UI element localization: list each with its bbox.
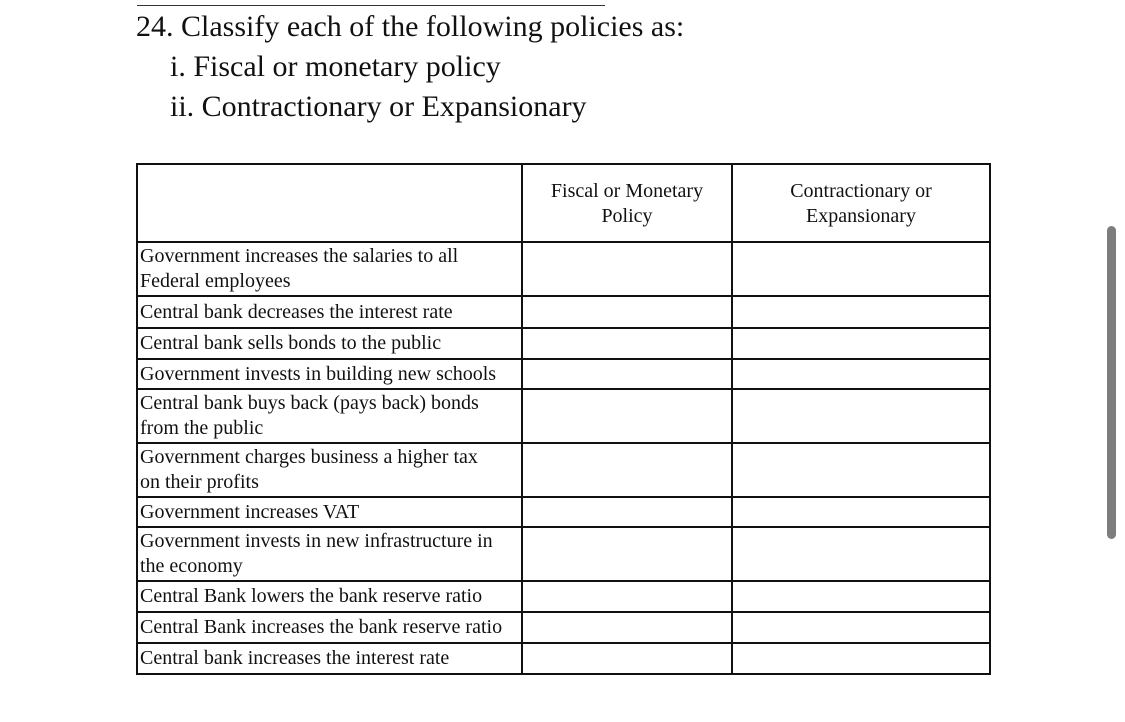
fiscal-or-monetary-answer[interactable] (522, 643, 732, 674)
contractionary-or-expansionary-answer[interactable] (732, 296, 990, 328)
table-row (137, 612, 990, 643)
table-header-row (137, 164, 990, 242)
fiscal-or-monetary-answer[interactable] (522, 296, 732, 328)
header-fiscal-or-monetary: Fiscal or Monetary Policy (522, 164, 732, 242)
policy-statement: Government increases VAT (137, 497, 522, 527)
fiscal-or-monetary-answer[interactable] (522, 359, 732, 389)
fiscal-or-monetary-answer[interactable] (522, 527, 732, 581)
question-option-i: i. Fiscal or monetary policy (170, 50, 501, 83)
contractionary-or-expansionary-answer[interactable] (732, 497, 990, 527)
policy-statement: Central bank increases the interest rate (137, 643, 522, 674)
vertical-scrollbar[interactable] (1107, 226, 1116, 539)
fiscal-or-monetary-answer[interactable] (522, 612, 732, 643)
contractionary-or-expansionary-answer[interactable] (732, 643, 990, 674)
policy-statement: Government invests in building new schools (137, 359, 522, 389)
table-row (137, 242, 990, 296)
top-divider (137, 5, 605, 6)
table-row (137, 359, 990, 389)
contractionary-or-expansionary-answer[interactable] (732, 581, 990, 612)
table-row (137, 643, 990, 674)
table-row (137, 581, 990, 612)
contractionary-or-expansionary-answer[interactable] (732, 443, 990, 497)
table-row (137, 527, 990, 581)
contractionary-or-expansionary-answer[interactable] (732, 527, 990, 581)
policy-statement: Central bank decreases the interest rate (137, 296, 522, 328)
contractionary-or-expansionary-answer[interactable] (732, 328, 990, 359)
fiscal-or-monetary-answer[interactable] (522, 443, 732, 497)
contractionary-or-expansionary-answer[interactable] (732, 612, 990, 643)
policy-statement: Central Bank increases the bank reserve ratio (137, 612, 522, 643)
policy-statement: Central bank buys back (pays back) bonds from the public (137, 389, 522, 443)
fiscal-or-monetary-answer[interactable] (522, 328, 732, 359)
contractionary-or-expansionary-answer[interactable] (732, 389, 990, 443)
policy-classification-table (136, 163, 991, 675)
table-row (137, 443, 990, 497)
question-option-ii: ii. Contractionary or Expansionary (170, 90, 587, 123)
table-row (137, 328, 990, 359)
policy-statement: Central Bank lowers the bank reserve ratio (137, 581, 522, 612)
question-block (136, 7, 684, 127)
table-row (137, 296, 990, 328)
question-prompt: 24. Classify each of the following policies as: (136, 10, 685, 43)
header-blank-cell (137, 164, 522, 242)
fiscal-or-monetary-answer[interactable] (522, 242, 732, 296)
fiscal-or-monetary-answer[interactable] (522, 581, 732, 612)
contractionary-or-expansionary-answer[interactable] (732, 359, 990, 389)
table-row (137, 497, 990, 527)
policy-statement: Government invests in new infrastructure in the economy (137, 527, 522, 581)
fiscal-or-monetary-answer[interactable] (522, 389, 732, 443)
policy-statement: Government charges business a higher tax on their profits (137, 443, 522, 497)
contractionary-or-expansionary-answer[interactable] (732, 242, 990, 296)
policy-statement: Government increases the salaries to all Federal employees (137, 242, 522, 296)
fiscal-or-monetary-answer[interactable] (522, 497, 732, 527)
policy-statement: Central bank sells bonds to the public (137, 328, 522, 359)
table-row (137, 389, 990, 443)
header-contractionary-or-expansionary: Contractionary or Expansionary (732, 164, 990, 242)
